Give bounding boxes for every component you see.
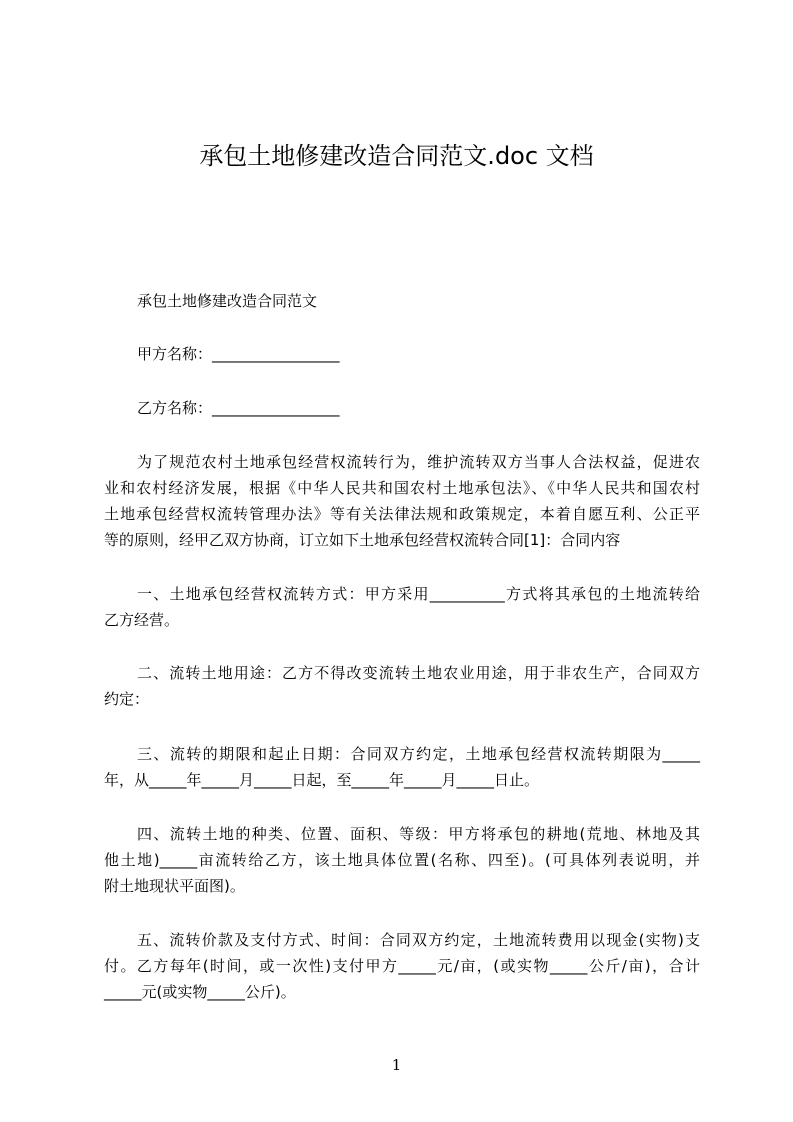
document-title: 承包土地修建改造合同范文.doc 文档 bbox=[199, 142, 594, 170]
paragraph-line: 乙方经营。 bbox=[104, 611, 180, 629]
paragraph-line: 三、流转的期限和起止日期：合同双方约定，土地承包经营权流转期限为_____ bbox=[137, 745, 700, 763]
paragraph-line: 土地承包经营权流转管理办法》等有关法律法规和政策规定，本着自愿互利、公正平 bbox=[104, 505, 700, 523]
paragraph-line: 业和农村经济发展，根据《中华人民共和国农村土地承包法》、《中华人民共和国农村 bbox=[104, 479, 700, 497]
page-number: 1 bbox=[391, 1056, 402, 1074]
paragraph-line: 四、流转土地的种类、位置、面积、等级：甲方将承包的耕地(荒地、林地及其 bbox=[137, 825, 700, 843]
paragraph-line: 一、土地承包经营权流转方式：甲方采用__________方式将其承包的土地流转给 bbox=[137, 585, 700, 603]
paragraph-line: 附土地现状平面图)。 bbox=[104, 877, 245, 895]
paragraph-line: _____元(或实物_____公斤)。 bbox=[104, 983, 296, 1001]
paragraph-line: 为了规范农村土地承包经营权流转行为，维护流转双方当事人合法权益，促进农 bbox=[137, 453, 700, 471]
paragraph-line: 二、流转土地用途：乙方不得改变流转土地农业用途，用于非农生产，合同双方 bbox=[137, 664, 700, 682]
paragraph-line: 年，从_____年_____月_____日起，至_____年_____月_____日止。 bbox=[104, 771, 540, 789]
party-a-field: 甲方名称：_________________ bbox=[137, 345, 340, 363]
paragraph-line: 等的原则，经甲乙双方协商，订立如下土地承包经营权流转合同[1]：合同内容 bbox=[104, 531, 621, 549]
paragraph-line: 付。乙方每年(时间，或一次性)支付甲方_____元/亩，(或实物_____公斤/亩)，合计 bbox=[104, 957, 700, 975]
contract-subtitle: 承包土地修建改造合同范文 bbox=[137, 292, 318, 310]
paragraph-line: 他土地)_____亩流转给乙方，该土地具体位置(名称、四至)。(可具体列表说明，并 bbox=[104, 851, 700, 869]
paragraph-line: 约定： bbox=[104, 690, 150, 708]
paragraph-line: 五、流转价款及支付方式、时间：合同双方约定，土地流转费用以现金(实物)支 bbox=[137, 931, 700, 949]
party-b-field: 乙方名称：_________________ bbox=[137, 399, 340, 417]
